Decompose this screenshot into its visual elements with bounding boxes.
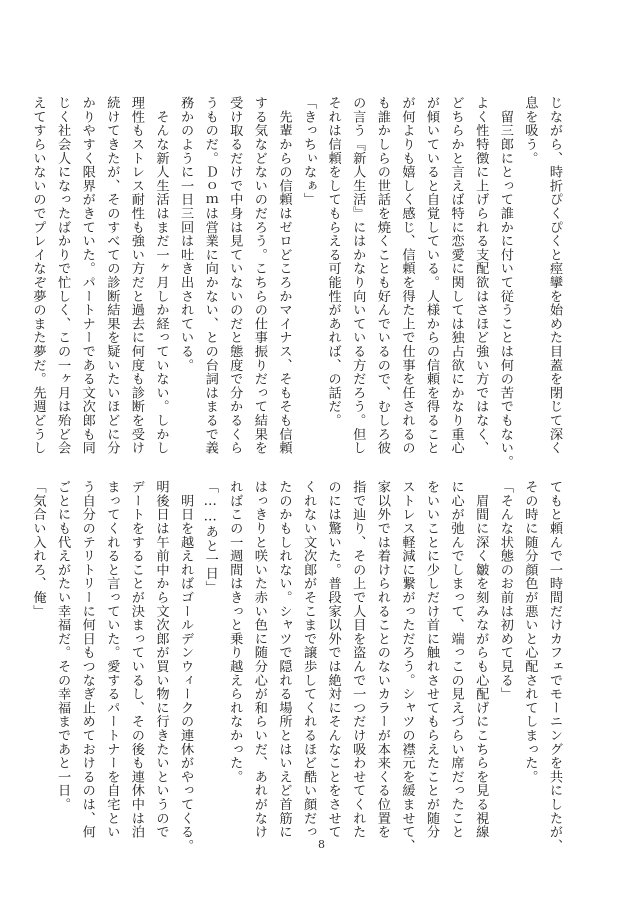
text-line: そんな新人生活はまだ一ヶ月しか経っていない。しかし — [153, 96, 169, 455]
text-line: てもと頼んで一時間だけカフェでモーニングを共にしたが、 — [547, 480, 562, 853]
text-line: 「きっちぃなぁ」 — [301, 96, 317, 207]
text-line: 「気合い入れろ、俺」 — [30, 480, 46, 618]
text-line: 受け取るだけで中身は見ていないのだと態度で分かるくら — [227, 96, 243, 455]
text-line: たのかもしれない。シャツで隠れる場所とはいえど首筋に — [276, 480, 292, 839]
text-line: ればこの一週間はきっと乗り越えられなかった。 — [227, 480, 243, 784]
text-line: くれない文次郎がそこまで譲歩してくれるほど酷い顔だっ — [301, 480, 317, 839]
text-line: 務かのように一日三回は吐き出されている。 — [178, 96, 194, 372]
text-line: 家以外では着けられることのないカラーが本来くる位置を — [374, 480, 390, 839]
page-number: 8 — [318, 838, 325, 851]
text-line: よく性特徴に上げられる支配欲はさほど強い方ではなく、 — [473, 96, 489, 455]
text-block-top — [30, 96, 566, 469]
text-block-bottom — [30, 480, 566, 853]
text-line: の言う『新人生活』にはかなり向いている方だろう。但し — [350, 96, 366, 455]
text-line: はっきりと咲いた赤い色に随分心が和らいだ、あれがなけ — [251, 480, 267, 839]
text-line: ストレス軽減に繋がっただろう。シャツの襟元を緩ませて、 — [399, 480, 415, 853]
text-line: 明日を越えればゴールデンウィークの連休がやってくる。 — [178, 480, 194, 853]
text-line: 理性もストレス耐性も強い方だと過去に何度も診断を受け — [128, 96, 144, 455]
text-line: が傾いていると自覚している。人様からの信頼を得ること — [424, 96, 440, 455]
text-line: うものだ。Ｄｏｍは営業に向かない、との台詞はまるで義 — [202, 96, 218, 455]
text-line: 続けてきたが、そのすべての診断結果を疑いたいほどに分 — [104, 96, 120, 455]
text-line: 「……あと一日」 — [202, 480, 218, 594]
text-line: じく社会人になったばかりで忙しく、この一ヶ月は殆ど会 — [55, 96, 71, 455]
text-line: デートをすることが決まっているし、その後も連休中は泊 — [128, 480, 144, 839]
text-line: う自分のテリトリーに何日もつなぎ止めておけるのは、何 — [79, 480, 95, 839]
text-line: 指で辿り、その上で人目を盗んで一つだけ吸わせてくれた — [350, 480, 366, 839]
text-line: かりやすく限界がきていた。パートナーである文次郎も同 — [79, 96, 95, 455]
text-line: も誰かしらの世話を焼くことも好んでいるので、むしろ彼 — [374, 96, 390, 455]
text-line: のには驚いた。普段家以外では絶対にそんなことをさせて — [325, 480, 341, 839]
text-line: 留三郎にとって誰かに付いて従うことは何の苦でもない。 — [497, 96, 513, 469]
text-line: する気などないのだろう。こちらの仕事振りだって結果を — [251, 96, 267, 455]
text-line: その時に随分顔色が悪いと心配されてしまった。 — [522, 480, 538, 784]
text-line: をいいことに少しだけ首に触れさせてもらえたことが随分 — [424, 480, 440, 839]
text-line: ごとにも代えがたい幸福だ。その幸福まであと一日。 — [55, 480, 71, 812]
text-line: が何よりも嬉しく感じ、信頼を得た上で仕事を任されるの — [399, 96, 415, 455]
text-line: 明後日は午前中から文次郎が買い物に行きたいというので — [153, 480, 169, 839]
text-line: に心が弛んでしまって、端っこの見えづらい席だったこと — [448, 480, 464, 839]
text-line: それは信頼をしてもらえる可能性があれば、の話だ。 — [325, 96, 341, 428]
text-line: まってくれると言っていた。愛するパートナーを自宅とい — [104, 480, 120, 839]
text-line: 息を吸う。 — [522, 96, 538, 165]
text-line: 「そんな状態のお前は初めて見る」 — [497, 480, 513, 701]
text-line: どちらかと言えば特に恋愛に関しては独占欲にかなり重心 — [448, 96, 464, 455]
text-line: 眉間に深く皺を刻みながらも心配げにこちらを見る視線 — [473, 480, 489, 839]
text-line: じながら、時折ぴくぴくと痙攣を始めた目蓋を閉じて深く — [547, 96, 562, 455]
text-line: 先輩からの信頼はゼロどころかマイナス、そもそも信頼 — [276, 96, 292, 455]
text-line: えてすらいないのでプレイなぞ夢のまた夢だ。先週どうし — [30, 96, 46, 455]
